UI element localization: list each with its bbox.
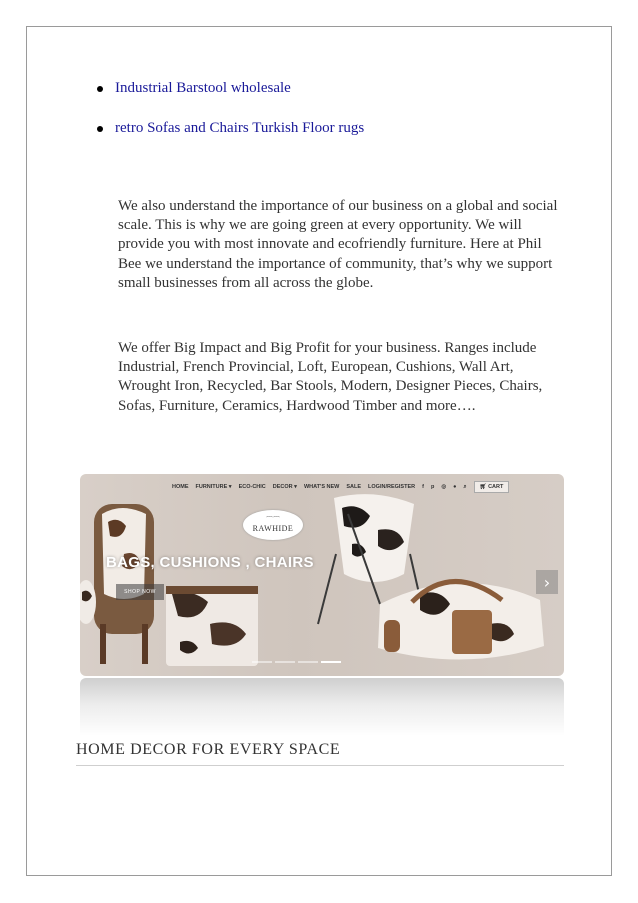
product-photos [80, 474, 564, 676]
paragraph-green-business: We also understand the importance of our business on a global and social scale. This is why we are going green at every opportunity. We will provide you with most innovate and ecofriendly furniture. Here at Phil Bee we understand the importance of community, that’s why we support small businesses from all across the globe. [118, 198, 558, 291]
facebook-icon[interactable]: f [422, 484, 424, 490]
nav-eco-chic[interactable]: ECO-CHIC [238, 484, 266, 490]
user-icon[interactable]: ● [453, 484, 457, 490]
list-item [97, 116, 364, 156]
slide-indicators [252, 661, 341, 663]
nav-decor[interactable]: DECOR ▾ [272, 484, 297, 490]
cart-button[interactable]: 🛒︎ CART [474, 481, 510, 493]
paragraph-ranges: We offer Big Impact and Big Profit for your business. Ranges include Industrial, French Provincial, Loft, European, Cushions, Wall Art, Wrought Iron, Recycled, Bar Stools, Modern, Designer Pieces, Chairs, Sofas, Furniture, Ceramics, Hardwood Timber and more…. [118, 340, 543, 414]
logo [243, 510, 303, 540]
chevron-right-icon: › [543, 572, 551, 592]
pinterest-icon[interactable]: p [430, 484, 435, 490]
industrial-barstool-link[interactable]: Industrial Barstool wholesale [115, 80, 291, 96]
screenshot-reflection [80, 678, 564, 736]
nav-furniture[interactable]: FURNITURE ▾ [195, 484, 232, 490]
nav-login[interactable]: LOGIN/REGISTER [368, 484, 416, 490]
list-item [97, 76, 364, 116]
retro-sofas-link[interactable]: retro Sofas and Chairs Turkish Floor rugs [115, 120, 365, 136]
banner-title: BAGS, CUSHIONS , CHAIRS [106, 554, 314, 571]
horns-icon: ⌒⌒ [266, 516, 280, 524]
website-screenshot [80, 474, 564, 676]
slide-dot[interactable] [298, 661, 318, 663]
cart-icon: 🛒︎ [479, 484, 489, 490]
slide-dot[interactable] [275, 661, 295, 663]
nav-home[interactable]: HOME [172, 484, 189, 490]
bullet-list [97, 76, 364, 156]
slide-dot-active[interactable] [321, 661, 341, 663]
nav-whats-new[interactable]: WHAT'S NEW [303, 484, 340, 490]
cowhide-bag-image [166, 586, 258, 666]
logo-text: RAWHIDE [252, 524, 294, 533]
next-slide-button[interactable] [536, 570, 558, 594]
section-heading: HOME DECOR FOR EVERY SPACE [76, 741, 341, 758]
search-icon[interactable]: ⌕ [463, 483, 467, 490]
nav-sale[interactable]: SALE [346, 484, 362, 490]
slide-dot[interactable] [252, 661, 272, 663]
instagram-icon[interactable]: ◎ [441, 484, 447, 490]
heading-divider [76, 765, 564, 766]
site-nav [172, 480, 556, 494]
duffle-bag-image [378, 581, 544, 659]
shop-now-button[interactable]: SHOP NOW [116, 584, 164, 600]
